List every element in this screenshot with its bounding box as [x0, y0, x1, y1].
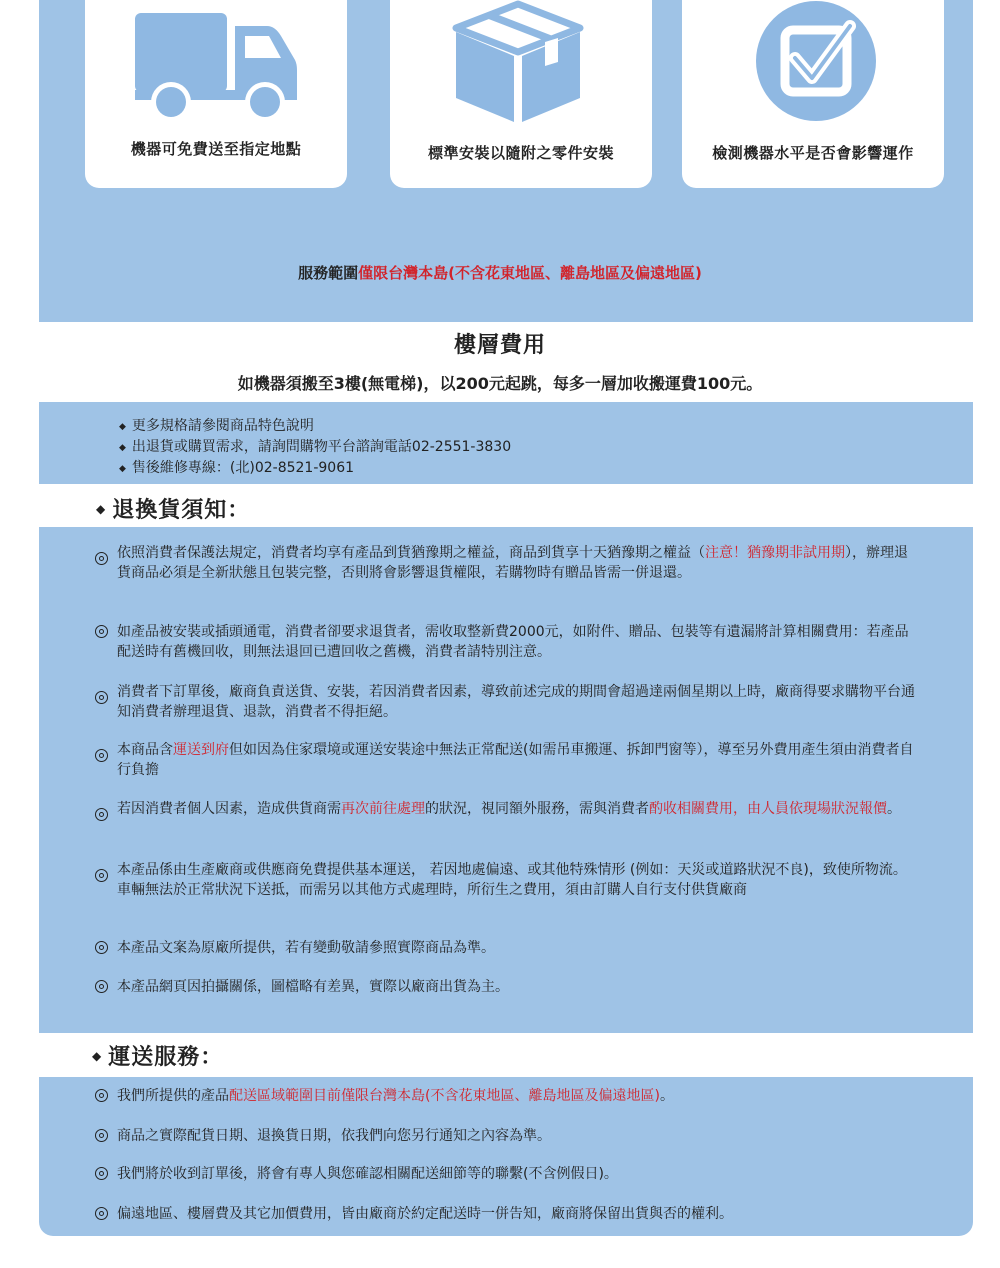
- shipping-heading: ◆ 運送服務：: [92, 1045, 224, 1070]
- list-item-text: [95, 682, 915, 722]
- list-item-text: [95, 1164, 915, 1184]
- list-item-text: [95, 799, 915, 819]
- return-policy-panel: [39, 527, 973, 1033]
- service-card-install: [390, 0, 652, 188]
- list-item: [95, 543, 915, 583]
- floor-fee-title: 樓層費用: [453, 333, 546, 358]
- list-item: ◆ 售後維修專線：(北)02-8521-9061: [119, 460, 355, 476]
- body-text: 本產品文案為原廠所提供，若有變動敬請參照實際商品為準。: [117, 940, 495, 956]
- list-item-text: [95, 1086, 915, 1106]
- body-text: ），辦理退貨商品必須是全新狀態且包裝完整，否則將會影響退貨權限，若購物時有贈品皆需一併退還。: [117, 545, 908, 581]
- list-item: [95, 1164, 915, 1184]
- diamond-icon: ◆: [92, 1049, 103, 1063]
- list-item: [95, 799, 915, 819]
- bullseye-icon: [95, 1207, 108, 1220]
- bullseye-icon: [95, 869, 108, 882]
- list-item: ◆ 更多規格請參閱商品特色說明: [119, 418, 314, 434]
- list-item-text: [95, 977, 915, 997]
- box-icon: [390, 0, 652, 130]
- service-caption: 檢測機器水平是否會影響運作: [712, 144, 914, 162]
- service-range-highlight: 僅限台灣本島(不含花東地區、離島地區及偏遠地區): [358, 264, 702, 282]
- body-text: 本商品含: [117, 742, 173, 758]
- body-text: 依照消費者保護法規定，消費者均享有產品到貨猶豫期之權益，商品到貨享十天猶豫期之權益（: [117, 545, 705, 561]
- body-text: 本產品係由生產廠商或供應商免費提供基本運送， 若因地處偏遠、或其他特殊情形 (例如：天災或道路狀況不良)，致使所物流。車輛無法於正常狀況下送抵，而需另以其他方式處理時，所衍生之費用，須由訂購人自行支付供貨廠商: [117, 862, 907, 898]
- list-item-text: [95, 1126, 915, 1146]
- body-text: 但如因為住家環境或運送安裝途中無法正常配送(如需吊車搬運、拆卸門窗等），導至另外費用產生須由消費者自行負擔: [117, 742, 914, 778]
- body-text: 如產品被安裝或插頭通電，消費者卻要求退貨者，需收取整新費2000元，如附件、贈品、包裝等有遺漏將計算相關費用：若產品配送時有舊機回收，則無法退回已遭回收之舊機，消費者請特別注意。: [117, 624, 909, 660]
- highlight-text: 運送到府: [173, 742, 229, 758]
- diamond-icon: ◆: [119, 464, 126, 474]
- highlight-text: 注意！猶豫期非試用期: [705, 545, 845, 561]
- checkbox-icon: [682, 0, 944, 130]
- body-text: 。: [887, 801, 901, 817]
- body-text: 我們所提供的產品: [117, 1088, 229, 1104]
- bullseye-icon: [95, 1089, 108, 1102]
- bullseye-icon: [95, 941, 108, 954]
- list-item-text: [95, 1204, 915, 1224]
- return-policy-heading: ◆ 退換貨須知：: [96, 498, 251, 523]
- list-item-text: [95, 543, 915, 583]
- highlight-text: 再次前往處理: [341, 801, 425, 817]
- bullseye-icon: [95, 625, 108, 638]
- diamond-icon: ◆: [119, 422, 126, 432]
- bullseye-icon: [95, 691, 108, 704]
- service-card-delivery: [85, 0, 347, 188]
- list-item: [95, 682, 915, 722]
- body-text: 若因消費者個人因素，造成供貨商需: [117, 801, 341, 817]
- list-item-text: [95, 740, 915, 780]
- bullseye-icon: [95, 749, 108, 762]
- list-item: [95, 977, 915, 997]
- floor-fee-text: 如機器須搬至3樓(無電梯)，以200元起跳，每多一層加收搬運費100元。: [237, 374, 763, 393]
- bullseye-icon: [95, 980, 108, 993]
- bullseye-icon: [95, 1167, 108, 1180]
- bullseye-icon: [95, 808, 108, 821]
- diamond-icon: ◆: [119, 443, 126, 453]
- service-range-label: 服務範圍: [298, 264, 359, 282]
- body-text: 商品之實際配貨日期、退換貨日期，依我們向您另行通知之內容為準。: [117, 1128, 551, 1144]
- body-text: 消費者下訂單後，廠商負責送貨、安裝，若因消費者因素，導致前述完成的期間會超過達兩個星期以上時，廠商得要求購物平台通知消費者辦理退貨、退款，消費者不得拒絕。: [117, 684, 915, 720]
- service-range: [0, 262, 1000, 283]
- body-text: 偏遠地區、樓層費及其它加價費用，皆由廠商於約定配送時一併告知，廠商將保留出貨與否的權利。: [117, 1206, 733, 1222]
- list-item: [95, 938, 915, 958]
- body-text: 。: [659, 1088, 674, 1104]
- body-text: 我們將於收到訂單後，將會有專人與您確認相關配送細節等的聯繫(不含例假日)。: [117, 1166, 618, 1182]
- service-caption: 機器可免費送至指定地點: [130, 140, 302, 158]
- highlight-text: 酌收相關費用，由人員依現場狀況報價: [649, 801, 887, 817]
- service-card-check: [682, 0, 944, 188]
- list-item-text: [95, 622, 915, 662]
- list-item: [95, 1086, 915, 1106]
- service-caption: 標準安裝以隨附之零件安裝: [427, 144, 614, 162]
- list-item: [95, 622, 915, 662]
- list-item: [95, 860, 915, 900]
- list-item: [95, 1204, 915, 1224]
- truck-icon: [85, 0, 347, 130]
- spec-notes-list: [119, 416, 511, 479]
- list-item-text: [95, 938, 915, 958]
- bullseye-icon: [95, 1129, 108, 1142]
- diamond-icon: ◆: [96, 502, 107, 516]
- list-item: [95, 1126, 915, 1146]
- bullseye-icon: [95, 552, 108, 565]
- list-item: [95, 740, 915, 780]
- shipping-panel: [39, 1077, 973, 1236]
- body-text: 本產品網頁因拍攝關係，圖檔略有差異，實際以廠商出貨為主。: [117, 979, 509, 995]
- list-item: ◆ 出退貨或購買需求，請詢問購物平台諮詢電話02-2551-3830: [119, 439, 512, 455]
- highlight-text: 配送區域範圍目前僅限台灣本島(不含花東地區、離島地區及偏遠地區): [229, 1088, 660, 1104]
- body-text: 的狀況，視同額外服務，需與消費者: [425, 801, 649, 817]
- spec-notes-panel: [39, 402, 973, 484]
- list-item-text: [95, 860, 915, 900]
